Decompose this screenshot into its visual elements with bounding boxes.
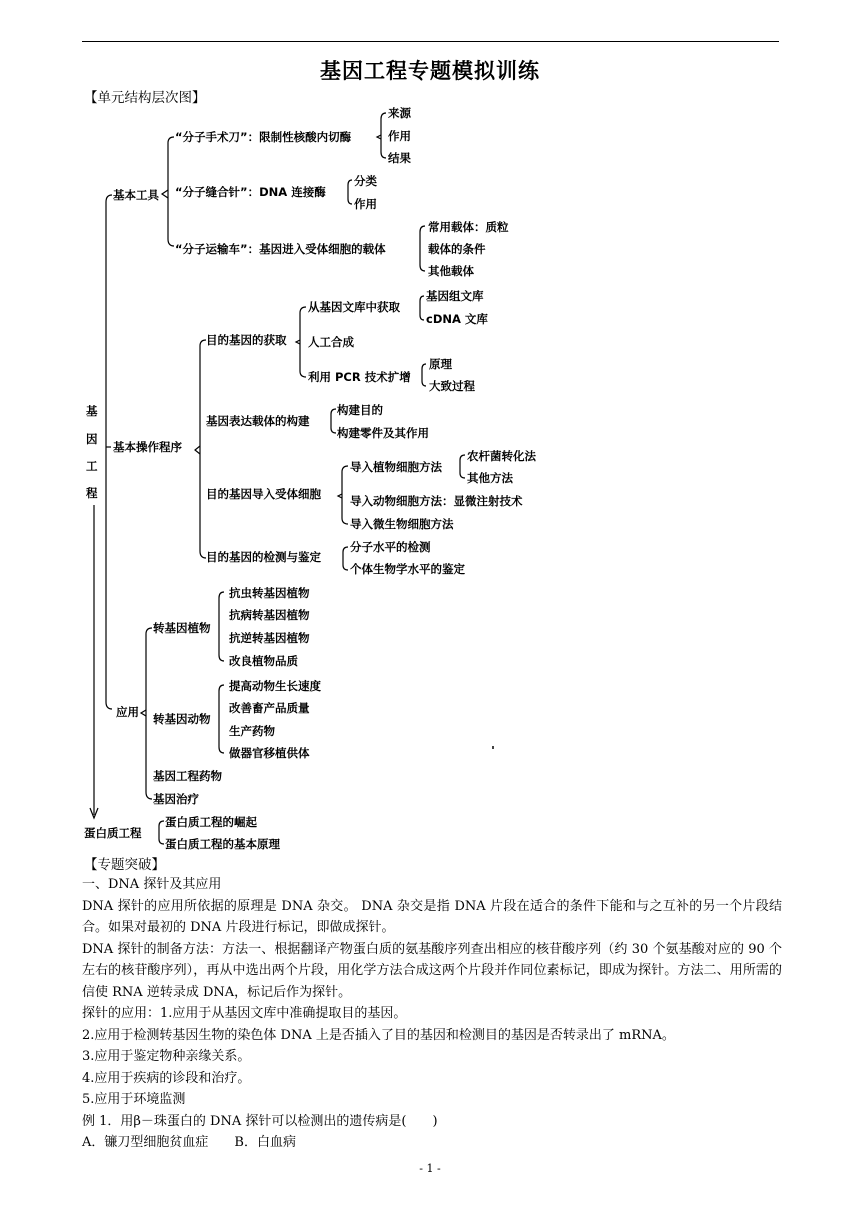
protein-engineering-label: 蛋白质工程 bbox=[84, 826, 142, 840]
paragraph-application-4: 4.应用于疾病的诊段和治疗。 bbox=[82, 1070, 251, 1086]
construct-item-parts: 构建零件及其作用 bbox=[337, 426, 429, 440]
example-options: A．镰刀型细胞贫血症 B．白血病 bbox=[82, 1135, 296, 1150]
section-breakthrough-heading: 【专题突破】 bbox=[84, 857, 165, 873]
vehicle-label: “分子运输车”：基因进入受体细胞的载体 bbox=[175, 242, 386, 256]
gene-therapy-label: 基因治疗 bbox=[153, 792, 199, 806]
procedure-label: 基本操作程序 bbox=[113, 440, 182, 454]
plant-item-insect: 抗虫转基因植物 bbox=[229, 586, 310, 600]
animal-item-product: 改善畜产品质量 bbox=[229, 701, 310, 715]
application-label: 应用 bbox=[116, 705, 139, 719]
construct-item-purpose: 构建目的 bbox=[337, 403, 383, 417]
plant-method-label: 导入植物细胞方法 bbox=[350, 460, 442, 474]
basic-tools-label: 基本工具 bbox=[113, 188, 159, 202]
scissors-item-result: 结果 bbox=[388, 151, 411, 165]
animal-item-organ: 做器官移植供体 bbox=[229, 746, 310, 760]
gene-drugs-label: 基因工程药物 bbox=[153, 769, 222, 783]
scissors-item-source: 来源 bbox=[388, 106, 411, 120]
section-structure-heading: 【单元结构层次图】 bbox=[84, 90, 206, 106]
needle-item-class: 分类 bbox=[354, 174, 377, 188]
scissors-label: “分子手术刀”：限制性核酸内切酶 bbox=[175, 130, 352, 144]
root-char-4: 程 bbox=[86, 486, 98, 500]
paragraph-preparation: DNA 探针的制备方法：方法一、根据翻译产物蛋白质的氨基酸序列查出相应的核苷酸序列（约 30 个氨基酸对应的 90 个左右的核苷酸序列），再从中选出两个片段，用化学方法合成这两个片段并作同位素标记，即成为探针。方法二、用所需的信使 RNA 逆转录成 DNA，标记后作为探针。 bbox=[82, 941, 782, 1000]
animal-item-growth: 提高动物生长速度 bbox=[229, 679, 321, 693]
needle-label: “分子缝合针”：DNA 连接酶 bbox=[175, 185, 326, 199]
paragraph-application-2: 2.应用于检测转基因生物的染色体 DNA 上是否插入了目的基因和检测目的基因是否转录出了 mRNA。 bbox=[82, 1027, 675, 1043]
library-item-cdna: cDNA 文库 bbox=[426, 312, 488, 326]
vehicle-item-plasmid: 常用载体：质粒 bbox=[428, 220, 509, 234]
detect-item-molecular: 分子水平的检测 bbox=[350, 540, 431, 554]
introduce-label: 目的基因导入受体细胞 bbox=[206, 487, 321, 501]
root-char-3: 工 bbox=[86, 459, 98, 473]
page-number: - 1 - bbox=[419, 1162, 441, 1175]
protein-item-principle: 蛋白质工程的基本原理 bbox=[165, 837, 280, 851]
plant-method-other: 其他方法 bbox=[467, 471, 513, 485]
library-label: 从基因文库中获取 bbox=[308, 300, 400, 314]
root-char-1: 基 bbox=[86, 404, 98, 418]
vehicle-item-conditions: 载体的条件 bbox=[428, 242, 486, 256]
plant-item-disease: 抗病转基因植物 bbox=[229, 608, 310, 622]
plant-method-agrobacterium: 农杆菌转化法 bbox=[467, 449, 536, 463]
protein-item-rise: 蛋白质工程的崛起 bbox=[165, 815, 257, 829]
vehicle-item-other: 其他载体 bbox=[428, 264, 474, 278]
detect-label: 目的基因的检测与鉴定 bbox=[206, 550, 321, 564]
paragraph-application-3: 3.应用于鉴定物种亲缘关系。 bbox=[82, 1049, 251, 1064]
needle-item-function: 作用 bbox=[354, 197, 377, 211]
synthesis-label: 人工合成 bbox=[308, 335, 354, 349]
transgenic-animals-label: 转基因动物 bbox=[153, 712, 211, 726]
paragraph-principle: DNA 探针的应用所依据的原理是 DNA 杂交。 DNA 杂交是指 DNA 片段在适合的条件下能和与之互补的另一个片段结合。如果对最初的 DNA 片段进行标记，即做成探针。 bbox=[82, 898, 782, 935]
pcr-item-process: 大致过程 bbox=[429, 379, 475, 393]
library-item-genomic: 基因组文库 bbox=[426, 289, 484, 303]
page-title: 基因工程专题模拟训练 bbox=[320, 59, 540, 83]
scan-mark bbox=[492, 746, 494, 749]
detect-item-individual: 个体生物学水平的鉴定 bbox=[350, 562, 465, 576]
animal-item-drugs: 生产药物 bbox=[229, 724, 275, 738]
microbe-method-label: 导入微生物细胞方法 bbox=[350, 517, 454, 531]
example-question: 例 1．用β－珠蛋白的 DNA 探针可以检测出的遗传病是( ) bbox=[82, 1113, 438, 1129]
paragraph-application-1: 探针的应用：1.应用于从基因文库中准确提取目的基因。 bbox=[82, 1006, 407, 1021]
obtain-label: 目的基因的获取 bbox=[206, 333, 287, 347]
pcr-label: 利用 PCR 技术扩增 bbox=[308, 370, 411, 384]
transgenic-plants-label: 转基因植物 bbox=[153, 621, 211, 635]
plant-item-stress: 抗逆转基因植物 bbox=[229, 631, 310, 645]
scissors-item-function: 作用 bbox=[388, 129, 411, 143]
body-content bbox=[82, 874, 782, 1154]
paragraph-application-5: 5.应用于环境监测 bbox=[82, 1092, 186, 1107]
body-heading: 一、DNA 探针及其应用 bbox=[82, 877, 222, 892]
root-char-2: 因 bbox=[86, 432, 98, 446]
construct-label: 基因表达载体的构建 bbox=[206, 414, 310, 428]
animal-method-label: 导入动物细胞方法：显微注射技术 bbox=[350, 494, 523, 508]
plant-item-quality: 改良植物品质 bbox=[229, 654, 298, 668]
pcr-item-principle: 原理 bbox=[429, 357, 452, 371]
